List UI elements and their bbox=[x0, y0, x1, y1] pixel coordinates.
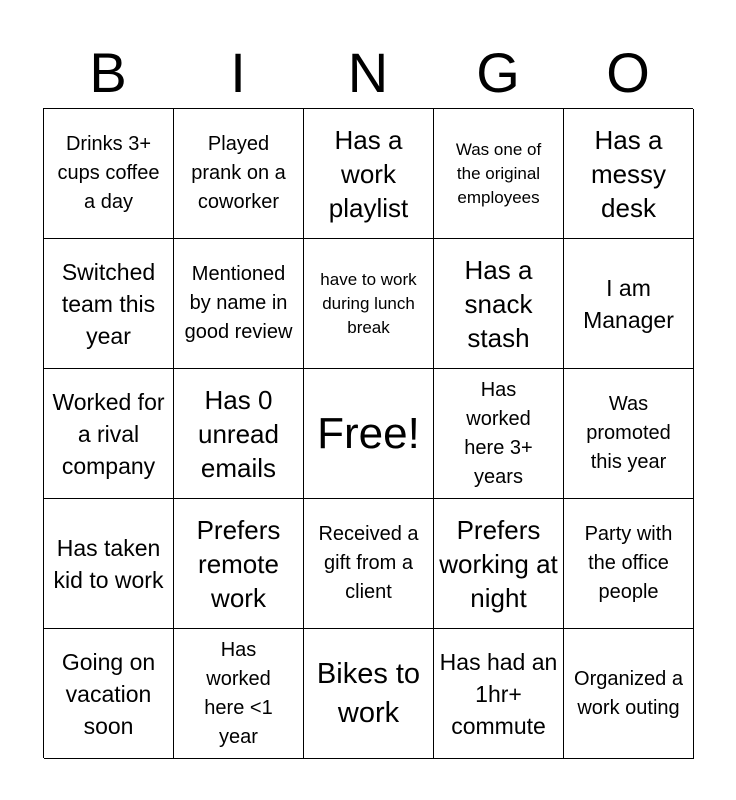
cell-text: Has 0 unread emails bbox=[198, 384, 279, 483]
cell-text: Party with the office people bbox=[584, 523, 673, 603]
bingo-cell[interactable] bbox=[44, 109, 174, 239]
cell-text: Was promoted this year bbox=[586, 393, 671, 473]
bingo-cell[interactable] bbox=[174, 499, 304, 629]
cell-text: Prefers remote work bbox=[196, 514, 281, 613]
bingo-cell[interactable] bbox=[564, 369, 694, 499]
cell-text: Drinks 3+ cups coffee a day bbox=[57, 133, 160, 213]
bingo-cell[interactable] bbox=[174, 369, 304, 499]
cell-text: Organized a work outing bbox=[574, 667, 683, 719]
bingo-cell[interactable] bbox=[304, 109, 434, 239]
header-letter-o: O bbox=[606, 41, 650, 104]
bingo-cell free-cell[interactable] bbox=[304, 369, 434, 499]
cell-text: Received a gift from a client bbox=[318, 523, 419, 603]
bingo-cell[interactable] bbox=[434, 239, 564, 369]
bingo-cell[interactable] bbox=[174, 629, 304, 759]
cell-text: Has worked here <1 year bbox=[204, 638, 273, 748]
cell-text: Switched team this year bbox=[61, 258, 156, 349]
cell-text: have to work during lunch break bbox=[320, 269, 417, 337]
bingo-cell[interactable] bbox=[434, 109, 564, 239]
cell-text: Bikes to work bbox=[316, 657, 421, 729]
bingo-cell[interactable] bbox=[44, 369, 174, 499]
bingo-cell[interactable] bbox=[174, 239, 304, 369]
bingo-cell[interactable] bbox=[304, 499, 434, 629]
bingo-cell[interactable] bbox=[44, 629, 174, 759]
bingo-cell[interactable] bbox=[44, 239, 174, 369]
cell-text: Has a work playlist bbox=[328, 124, 409, 223]
cell-text: Has a messy desk bbox=[590, 124, 667, 223]
cell-text: Mentioned by name in good review bbox=[184, 263, 293, 343]
bingo-cell[interactable] bbox=[434, 629, 564, 759]
cell-text: Has a snack stash bbox=[464, 254, 533, 353]
bingo-cell[interactable] bbox=[564, 109, 694, 239]
bingo-grid bbox=[43, 108, 693, 758]
cell-text: Going on vacation soon bbox=[61, 648, 156, 739]
bingo-cell[interactable] bbox=[304, 629, 434, 759]
bingo-cell[interactable] bbox=[174, 109, 304, 239]
cell-text: Worked for a rival company bbox=[52, 388, 165, 479]
bingo-header bbox=[43, 38, 693, 108]
header-letter-g: G bbox=[476, 41, 520, 104]
header-letter-n: N bbox=[347, 41, 389, 104]
bingo-cell[interactable] bbox=[44, 499, 174, 629]
bingo-cell[interactable] bbox=[434, 499, 564, 629]
free-space-text: Free! bbox=[317, 408, 420, 458]
bingo-cell[interactable] bbox=[434, 369, 564, 499]
cell-text: Played prank on a coworker bbox=[191, 133, 286, 213]
bingo-cell[interactable] bbox=[564, 239, 694, 369]
cell-text: Has taken kid to work bbox=[53, 534, 164, 593]
bingo-cell[interactable] bbox=[304, 239, 434, 369]
cell-text: Prefers working at night bbox=[439, 514, 558, 613]
header-letter-i: I bbox=[230, 41, 246, 104]
cell-text: Has worked here 3+ years bbox=[464, 378, 533, 488]
cell-text: Was one of the original employees bbox=[455, 139, 542, 207]
bingo-cell[interactable] bbox=[564, 499, 694, 629]
bingo-cell[interactable] bbox=[564, 629, 694, 759]
cell-text: Has had an 1hr+ commute bbox=[439, 648, 558, 739]
header-letter-b: B bbox=[89, 41, 127, 104]
cell-text: I am Manager bbox=[583, 274, 674, 333]
